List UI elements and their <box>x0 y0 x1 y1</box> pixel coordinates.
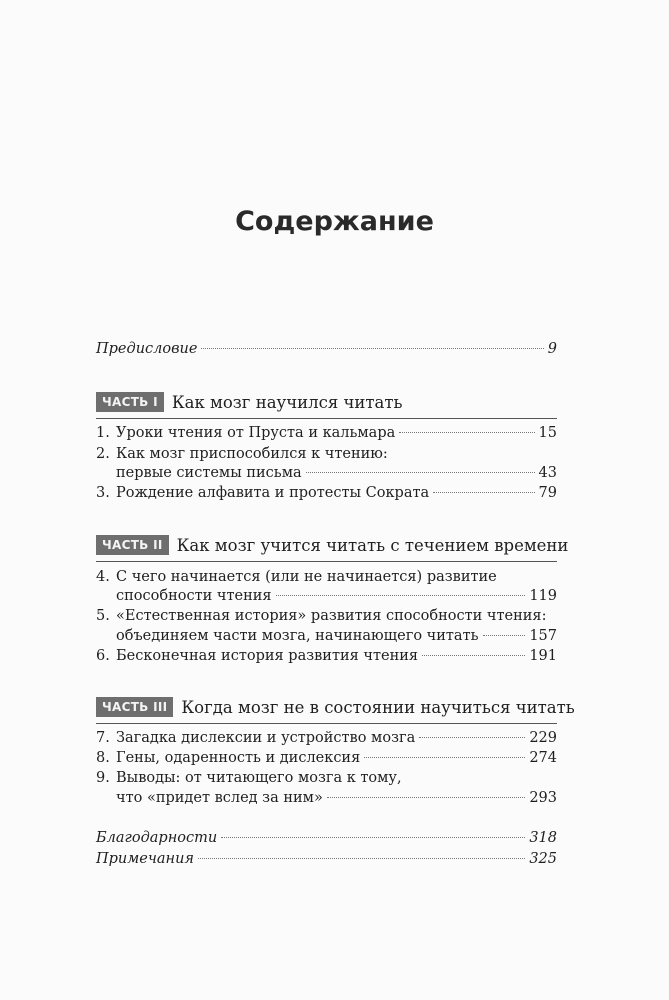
dot-leader <box>483 635 526 636</box>
part-title: Как мозг учится читать с течением времени <box>176 535 569 555</box>
part-heading-3 <box>96 694 575 720</box>
toc-entry-chapter-7[interactable] <box>96 727 557 749</box>
toc-entry-chapter-4-cont[interactable] <box>96 585 557 607</box>
dot-leader <box>399 432 534 433</box>
chapter-number: 2. <box>96 446 110 462</box>
chapter-number: 5. <box>96 608 110 624</box>
part-badge: ЧАСТЬ II <box>96 535 169 555</box>
toc-entry-chapter-3[interactable] <box>96 482 557 504</box>
dot-leader <box>198 858 525 859</box>
chapter-number: 3. <box>96 485 110 501</box>
toc-entry-chapter-5[interactable] <box>96 605 557 627</box>
chapter-title: Как мозг приспособился к чтению: <box>116 446 388 462</box>
chapter-title: Загадка дислексии и устройство мозга <box>116 730 416 746</box>
toc-entry-chapter-9-cont[interactable] <box>96 787 557 809</box>
toc-page-number: 79 <box>538 485 557 501</box>
toc-entry-chapter-6[interactable] <box>96 645 557 667</box>
toc-page-number: 9 <box>547 341 557 357</box>
toc-page-number: 229 <box>529 730 557 746</box>
part-heading-1 <box>96 389 403 415</box>
toc-entry-chapter-5-cont[interactable] <box>96 625 557 647</box>
dot-leader <box>364 757 525 758</box>
chapter-number: 8. <box>96 750 110 766</box>
chapter-title: Рождение алфавита и протесты Сократа <box>116 485 430 501</box>
part-badge: ЧАСТЬ I <box>96 392 164 412</box>
dot-leader <box>201 348 543 349</box>
part-title: Как мозг научился читать <box>171 392 403 412</box>
chapter-title: «Естественная история» развития способности чтения: <box>116 608 547 624</box>
part-title: Когда мозг не в состоянии научиться читать <box>181 697 575 717</box>
dot-leader <box>276 595 526 596</box>
toc-entry-chapter-8[interactable] <box>96 747 557 769</box>
part-divider <box>96 561 557 562</box>
toc-page-number: 15 <box>538 425 557 441</box>
toc-page-number: 119 <box>529 588 557 604</box>
chapter-title: С чего начинается (или не начинается) развитие <box>116 569 497 585</box>
chapter-title-continued: объединяем части мозга, начинающего читать <box>116 628 479 644</box>
chapter-number: 9. <box>96 770 110 786</box>
toc-entry-acknowledgements[interactable] <box>96 827 557 849</box>
dot-leader <box>422 655 525 656</box>
part-badge: ЧАСТЬ III <box>96 697 173 717</box>
toc-entry-preface[interactable] <box>96 338 557 360</box>
toc-entry-notes[interactable] <box>96 848 557 870</box>
chapter-title: Гены, одаренность и дислексия <box>116 750 361 766</box>
dot-leader <box>433 492 534 493</box>
chapter-title: Уроки чтения от Пруста и кальмара <box>116 425 396 441</box>
toc-entry-label: Благодарности <box>96 830 218 846</box>
chapter-title: Бесконечная история развития чтения <box>116 648 419 664</box>
toc-page-number: 293 <box>529 790 557 806</box>
chapter-number: 1. <box>96 425 110 441</box>
toc-page-number: 318 <box>529 830 557 846</box>
chapter-title: Выводы: от читающего мозга к тому, <box>116 770 402 786</box>
toc-page-number: 43 <box>538 465 557 481</box>
chapter-title-continued: способности чтения <box>116 588 272 604</box>
chapter-number: 4. <box>96 569 110 585</box>
toc-page-number: 157 <box>529 628 557 644</box>
toc-page-number: 191 <box>529 648 557 664</box>
part-heading-2 <box>96 532 568 558</box>
dot-leader <box>327 797 525 798</box>
part-divider <box>96 723 557 724</box>
toc-page-number: 274 <box>529 750 557 766</box>
chapter-title-continued: что «придет вслед за ним» <box>116 790 323 806</box>
dot-leader <box>419 737 525 738</box>
chapter-number: 6. <box>96 648 110 664</box>
toc-page-number: 325 <box>529 851 557 867</box>
toc-entry-chapter-2-cont[interactable] <box>96 462 557 484</box>
toc-entry-chapter-1[interactable] <box>96 422 557 444</box>
chapter-title-continued: первые системы письма <box>116 465 302 481</box>
page-title: Содержание <box>235 206 434 237</box>
toc-entry-label: Примечания <box>96 851 195 867</box>
dot-leader <box>221 837 525 838</box>
toc-entry-label: Предисловие <box>96 341 198 357</box>
chapter-number: 7. <box>96 730 110 746</box>
dot-leader <box>306 472 535 473</box>
toc-entry-chapter-9[interactable] <box>96 767 557 789</box>
part-divider <box>96 418 557 419</box>
